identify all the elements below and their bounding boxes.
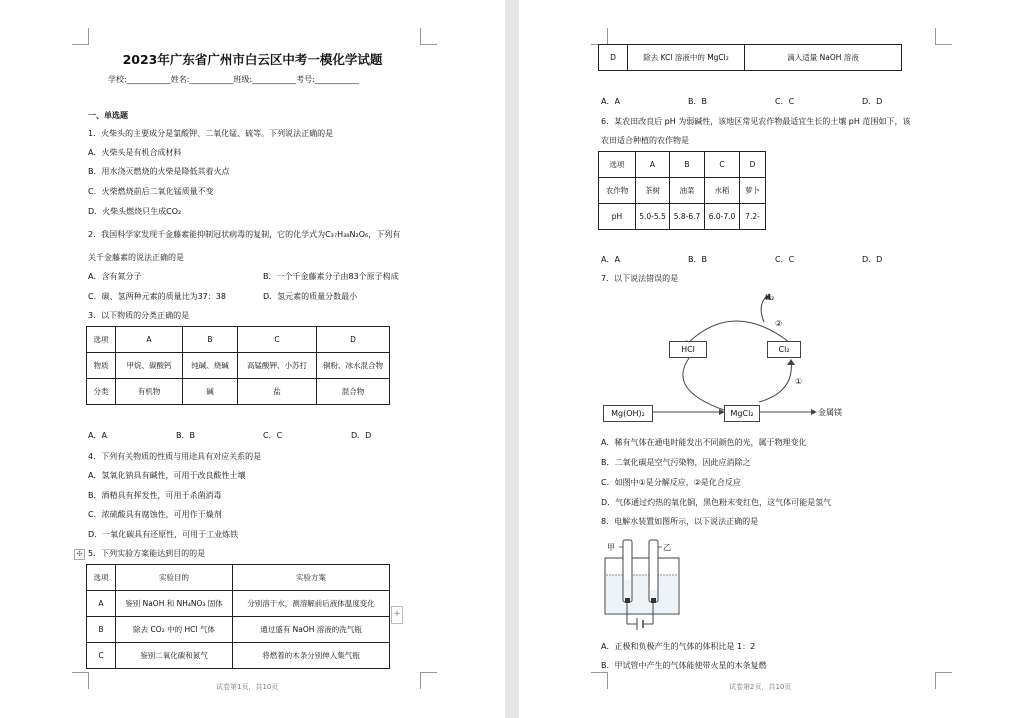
q6-answer-a: A．A: [601, 255, 620, 264]
mgoh2-box: Mg(OH)₂: [603, 405, 653, 422]
q2-option-d: D．氢元素的质量分数最小: [263, 292, 358, 301]
q3-answer-b: B．B: [176, 431, 195, 440]
table-cell: 通过盛有 NaOH 溶液的洗气瓶: [233, 617, 390, 643]
q4-option-b: B．酒精具有挥发性，可用于杀菌消毒: [88, 491, 222, 500]
table-cell: 除去 CO₂ 中的 HCl 气体: [116, 617, 233, 643]
table-cell: 滴入适量 NaOH 溶液: [745, 45, 902, 71]
mgcl2-box: MgCl₂: [724, 405, 760, 422]
table-cell: 选项: [87, 327, 116, 353]
table-cell: A: [87, 591, 116, 617]
question-8-stem: 8．电解水装置如图所示，以下说法正确的是: [601, 517, 759, 526]
question-1-stem: 1．火柴头的主要成分是氯酸钾、二氧化锰、硫等。下列说法正确的是: [88, 129, 334, 138]
q3-answer-c: C．C: [263, 431, 283, 440]
electrolysis-apparatus-diagram: [519, 0, 1024, 718]
cl2-box: Cl₂: [767, 341, 801, 358]
table-cell: 6.0-7.0: [705, 204, 740, 230]
table-cell: D: [317, 327, 390, 353]
q7-option-a: A．稀有气体在通电时能发出不同颜色的光，属于物理变化: [601, 438, 807, 447]
table-cell: 油菜: [670, 178, 705, 204]
step-1-label: ①: [795, 377, 803, 386]
table-cell: 萝卜: [740, 178, 766, 204]
q6-answer-d: D．D: [862, 255, 883, 264]
q7-option-d: D．气体通过灼热的氧化铜，黑色粉末变红色，这气体可能是氢气: [601, 498, 832, 507]
table-cell: B: [670, 152, 705, 178]
table-cell: A: [116, 327, 183, 353]
question-2-stem: 2．我国科学家发现千金藤素能抑制冠状病毒的复制，它的化学式为C₃₇H₃₈N₂O₆，下列有: [88, 230, 401, 239]
question-6-stem-cont: 农田适合种植的农作物是: [601, 136, 689, 145]
hcl-box: HCl: [669, 341, 707, 358]
table-cell: 选项: [599, 152, 636, 178]
table-cell: 农作物: [599, 178, 636, 204]
student-info-line[interactable]: 学校:___________姓名:___________班级:___________考号:___________: [108, 75, 359, 84]
crop-mark: [420, 672, 437, 689]
page-footer: 试卷第2页，共10页: [729, 683, 792, 691]
table-cell: 盐: [238, 379, 317, 405]
metal-mg-label: 金属镁: [818, 408, 842, 417]
table-cell: 5.8-6.7: [670, 204, 705, 230]
q3-table: [86, 326, 390, 405]
q1-option-a: A．火柴头是有机合成材料: [88, 148, 182, 157]
q5-table: [86, 564, 390, 669]
page-title: 2023年广东省广州市白云区中考一模化学试题: [122, 52, 383, 67]
crop-mark: [420, 28, 437, 45]
table-cell: pH: [599, 204, 636, 230]
table-cell: 有机物: [116, 379, 183, 405]
q8-option-b: B．甲试管中产生的气体能使带火星的木条复燃: [601, 661, 767, 670]
table-cell: D: [740, 152, 766, 178]
table-cell: 除去 KCl 溶液中的 MgCl₂: [628, 45, 745, 71]
question-2-stem-cont: 关千金藤素的说法正确的是: [88, 253, 184, 262]
table-cell: C: [705, 152, 740, 178]
crop-mark: [72, 672, 89, 689]
q5-answer-a: A．A: [601, 97, 620, 106]
table-cell: 铜粉、冰水混合物: [317, 353, 390, 379]
q5-answer-d: D．D: [862, 97, 883, 106]
tube-yi-label: 乙: [663, 543, 671, 552]
table-move-handle-icon[interactable]: ✣: [74, 549, 85, 560]
q2-option-b: B．一个千金藤素分子由83个原子构成: [263, 272, 399, 281]
table-cell: 水稻: [705, 178, 740, 204]
section-heading: 一、单选题: [88, 111, 128, 120]
table-cell: B: [87, 617, 116, 643]
question-3-stem: 3．以下物质的分类正确的是: [88, 311, 190, 320]
step-2-label: ②: [775, 319, 783, 328]
q7-option-c: C．如图中①是分解反应，②是化合反应: [601, 478, 741, 487]
table-cell: 甲烷、碳酸钙: [116, 353, 183, 379]
q7-option-b: B．二氧化碳是空气污染物，因此应消除之: [601, 458, 751, 467]
q6-answer-c: C．C: [775, 255, 795, 264]
crop-mark: [72, 28, 89, 45]
q5-answer-b: B．B: [688, 97, 707, 106]
table-cell: 茶树: [636, 178, 670, 204]
q6-answer-b: B．B: [688, 255, 707, 264]
add-row-icon[interactable]: +: [391, 606, 403, 624]
table-cell: 鉴别二氧化碳和氮气: [116, 643, 233, 669]
h2-label: H₂: [765, 293, 775, 302]
tube-jia-label: 甲: [607, 543, 615, 552]
q2-option-a: A．含有氮分子: [88, 272, 142, 281]
table-cell: 实验目的: [116, 565, 233, 591]
q4-option-c: C．浓硫酸具有腐蚀性，可用作干燥剂: [88, 510, 222, 519]
table-cell: 7.2-: [740, 204, 766, 230]
table-cell: 高锰酸钾、小苏打: [238, 353, 317, 379]
question-6-stem: 6．某农田改良后 pH 为弱碱性，该地区常见农作物最适宜生长的土壤 pH 范围如下，该: [601, 117, 911, 126]
table-cell: C: [238, 327, 317, 353]
table-cell: 实验方案: [233, 565, 390, 591]
table-cell: 5.0-5.5: [636, 204, 670, 230]
question-4-stem: 4．下列有关物质的性质与用途具有对应关系的是: [88, 452, 262, 461]
page-footer: 试卷第1页，共10页: [216, 683, 279, 691]
table-cell: 将燃着的木条分别伸入集气瓶: [233, 643, 390, 669]
q1-option-c: C．火柴燃烧前后二氧化锰质量不变: [88, 187, 214, 196]
q1-option-d: D．火柴头燃烧只生成CO₂: [88, 207, 182, 216]
table-cell: B: [183, 327, 238, 353]
table-cell: D: [599, 45, 628, 71]
table-cell: C: [87, 643, 116, 669]
table-cell: 物质: [87, 353, 116, 379]
q4-option-a: A．氢氧化钠具有碱性，可用于改良酸性土壤: [88, 471, 246, 480]
q4-option-d: D．一氧化碳具有还原性，可用于工业炼铁: [88, 530, 239, 539]
table-cell: 鉴别 NaOH 和 NH₄NO₃ 固体: [116, 591, 233, 617]
table-cell: 分类: [87, 379, 116, 405]
q2-option-c: C．碳、氢两种元素的质量比为37：38: [88, 292, 226, 301]
table-cell: 混合物: [317, 379, 390, 405]
question-5-stem: 5．下列实验方案能达到目的的是: [88, 549, 206, 558]
q8-option-a: A．正极和负极产生的气体的体积比是 1：2: [601, 642, 756, 651]
q5-answer-c: C．C: [775, 97, 795, 106]
page-1: [0, 0, 505, 718]
table-cell: 分别溶于水，测溶解前后液体温度变化: [233, 591, 390, 617]
q3-answer-d: D．D: [351, 431, 372, 440]
table-cell: A: [636, 152, 670, 178]
q3-answer-a: A．A: [88, 431, 107, 440]
table-cell: 碱: [183, 379, 238, 405]
table-cell: 纯碱、烧碱: [183, 353, 238, 379]
question-7-stem: 7．以下说法错误的是: [601, 274, 679, 283]
page-2: [519, 0, 1024, 718]
table-cell: 选项: [87, 565, 116, 591]
q1-option-b: B．用水浇灭燃烧的火柴是降低其着火点: [88, 167, 230, 176]
